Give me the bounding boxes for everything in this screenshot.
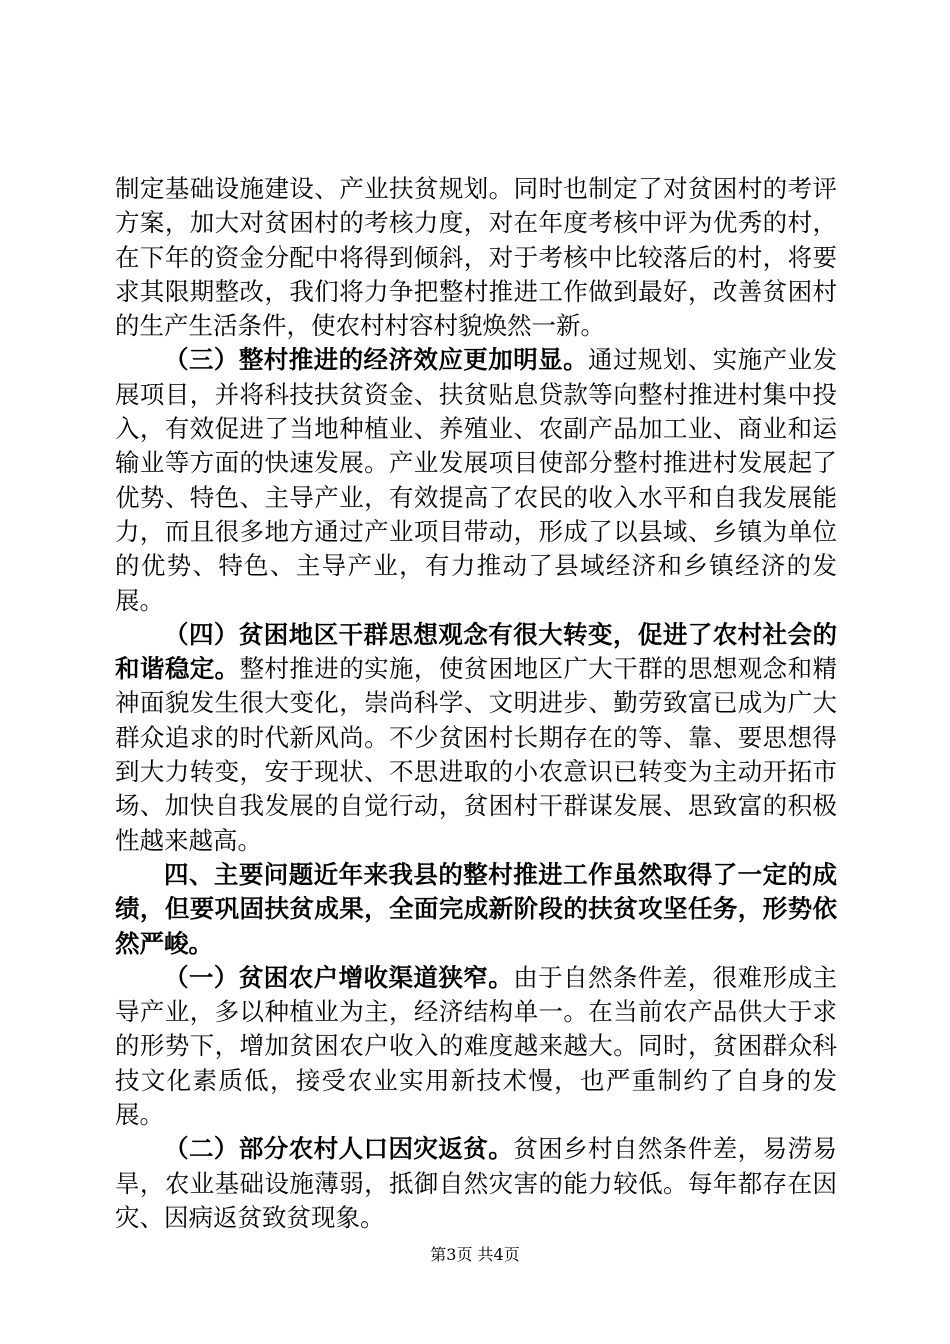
document-body (115, 172, 837, 1235)
section-heading-main-problems (115, 858, 837, 961)
paragraph-text: 贫困乡村自然条件差，易涝易旱，农业基础设施薄弱，抵御自然灾害的能力较低。每年都存在因灾、因病返贫致贫现象。 (115, 1134, 838, 1232)
paragraph-income-channels (115, 961, 837, 1132)
paragraph-lead: （三）整村推进的经济效应更加明显。 (164, 345, 589, 375)
paragraph-lead: （二）部分农村人口因灾返贫。 (164, 1134, 514, 1164)
paragraph-text: 整村推进的实施，使贫困地区广大干群的思想观念和精神面貌发生很大变化，崇尚科学、文明进步、勤劳致富已成为广大群众追求的时代新风尚。不少贫困村长期存在的等、靠、要思想得到大力转变，安于现状、不思进取的小农意识已转变为主动开拓市场、加快自我发展的自觉行动，贫困村干群谋发展、思致富的积极性越来越高。 (115, 654, 838, 855)
paragraph-lead: （四）贫困地区干群思想观念有很大转变，促进了农村社会的和谐稳定。 (115, 619, 837, 684)
paragraph-text: 由于自然条件差，很难形成主导产业，多以种植业为主，经济结构单一。在当前农产品供大于求的形势下，增加贫困农户收入的难度越来越大。同时，贫困群众科技文化素质低，接受农业实用新技术慢，也严重制约了自身的发展。 (115, 962, 838, 1130)
paragraph-mindset-change (115, 618, 837, 858)
paragraph-economic-effect (115, 343, 837, 617)
paragraph-text: 制定基础设施建设、产业扶贫规划。同时也制定了对贫困村的考评方案，加大对贫困村的考核力度，对在年度考核中评为优秀的村，在下年的资金分配中将得到倾斜，对于考核中比较落后的村，将要求其限期整改，我们将力争把整村推进工作做到最好，改善贫困村的生产生活条件，使农村村容村貌焕然一新。 (115, 174, 837, 341)
paragraph-lead: （一）贫困农户增收渠道狭窄。 (164, 962, 514, 992)
paragraph-disaster-poverty (115, 1132, 837, 1235)
section-heading-text: 四、主要问题近年来我县的整村推进工作虽然取得了一定的成绩，但要巩固扶贫成果，全面完成新阶段的扶贫攻坚任务，形势依然严峻。 (115, 859, 837, 958)
page-footer (0, 1244, 950, 1266)
paragraph-text: 通过规划、实施产业发展项目，并将科技扶贫资金、扶贫贴息贷款等向整村推进村集中投入，有效促进了当地种植业、养殖业、农副产品加工业、商业和运输业等方面的快速发展。产业发展项目使部分整村推进村发展起了优势、特色、主导产业，有效提高了农民的收入水平和自我发展能力，而且很多地方通过产业项目带动，形成了以县域、乡镇为单位的优势、特色、主导产业，有力推动了县域经济和乡镇经济的发展。 (115, 345, 838, 615)
page-number-label: 第3页 共4页 (430, 1245, 520, 1264)
paragraph-continuation (115, 172, 837, 343)
